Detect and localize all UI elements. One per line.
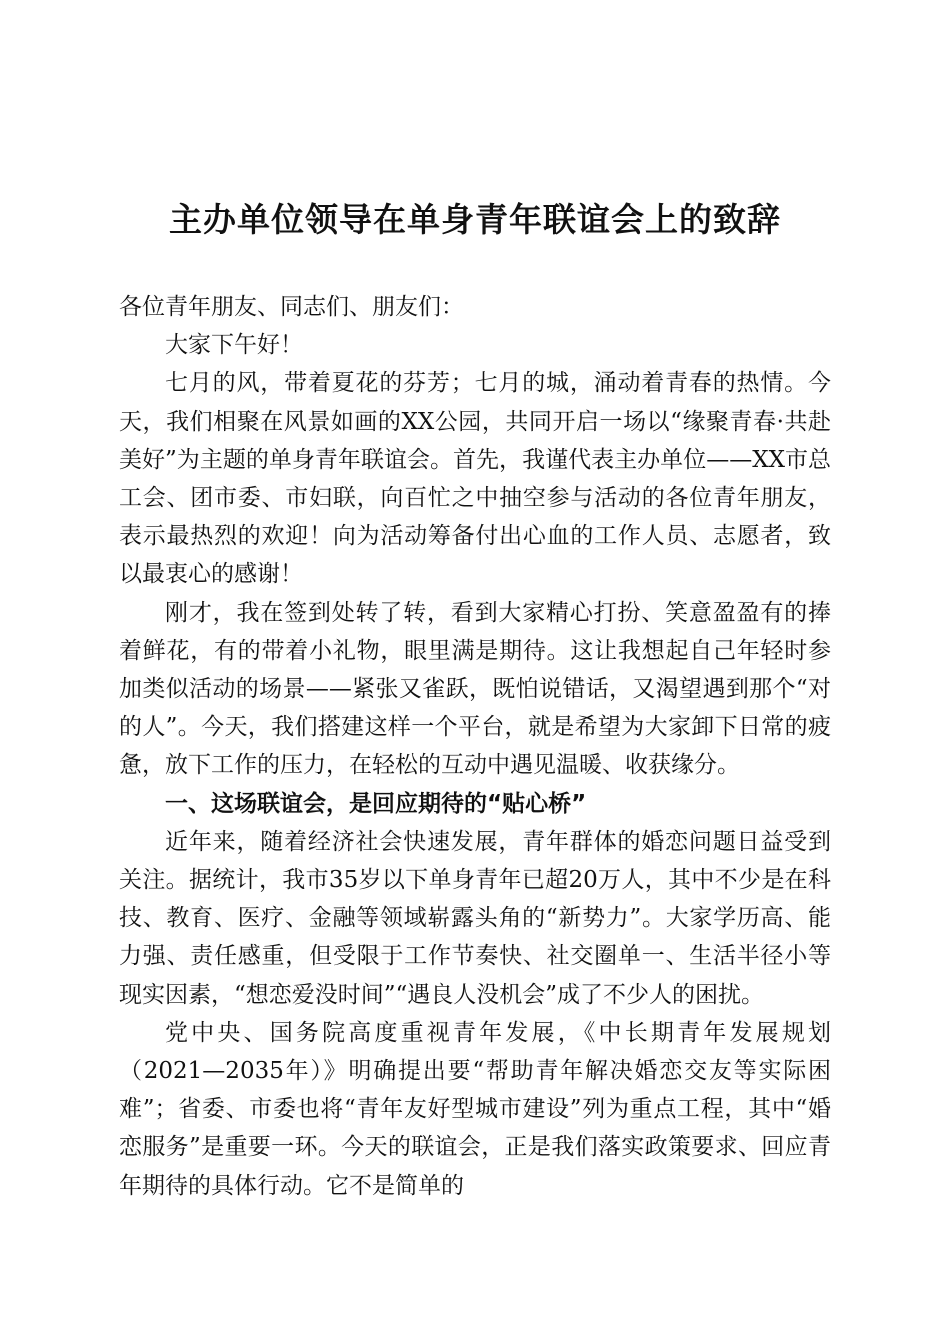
paragraph: 党中央、国务院高度重视青年发展，《中长期青年发展规划（2021—2035年）》明确提出要“帮助青年解决婚恋交友等实际困难”；省委、市委也将“青年友好型城市建设”列为重点工程，其中“婚恋服务”是重要一环。今天的联谊会，正是我们落实政策要求、回应青年期待的具体行动。它不是简单的 (119, 1019, 831, 1199)
salutation: 各位青年朋友、同志们、朋友们： (119, 294, 464, 320)
greeting: 大家下午好！ (165, 332, 303, 359)
paragraph: 七月的风，带着夏花的芬芳；七月的城，涌动着青春的热情。今天，我们相聚在风景如画的XX公园，共同开启一场以“缘聚青春·共赴美好”为主题的单身青年联谊会。首先，我谨代表主办单位——XX市总工会、团市委、市妇联，向百忙之中抽空参与活动的各位青年朋友，表示最热烈的欢迎！向为活动筹备付出心血的工作人员、志愿者，致以最衷心的感谢！ (119, 370, 831, 588)
document-title: 主办单位领导在单身青年联谊会上的致辞 (169, 200, 781, 239)
section-heading: 一、这场联谊会，是回应期待的“贴心桥” (165, 790, 587, 817)
paragraph: 近年来，随着经济社会快速发展，青年群体的婚恋问题日益受到关注。据统计，我市35岁以下单身青年已超20万人，其中不少是在科技、教育、医疗、金融等领域崭露头角的“新势力”。大家学历高、能力强、责任感重，但受限于工作节奏快、社交圈单一、生活半径小等现实因素，“想恋爱没时间”“遇良人没机会”成了不少人的困扰。 (119, 828, 831, 1008)
paragraph: 刚才，我在签到处转了转，看到大家精心打扮、笑意盈盈有的捧着鲜花，有的带着小礼物，眼里满是期待。这让我想起自己年轻时参加类似活动的场景——紧张又雀跃，既怕说错话，又渴望遇到那个“对的人”。今天，我们搭建这样一个平台，就是希望为大家卸下日常的疲惫，放下工作的压力，在轻松的互动中遇见温暖、收获缘分。 (119, 599, 831, 779)
document-body (119, 288, 831, 1205)
